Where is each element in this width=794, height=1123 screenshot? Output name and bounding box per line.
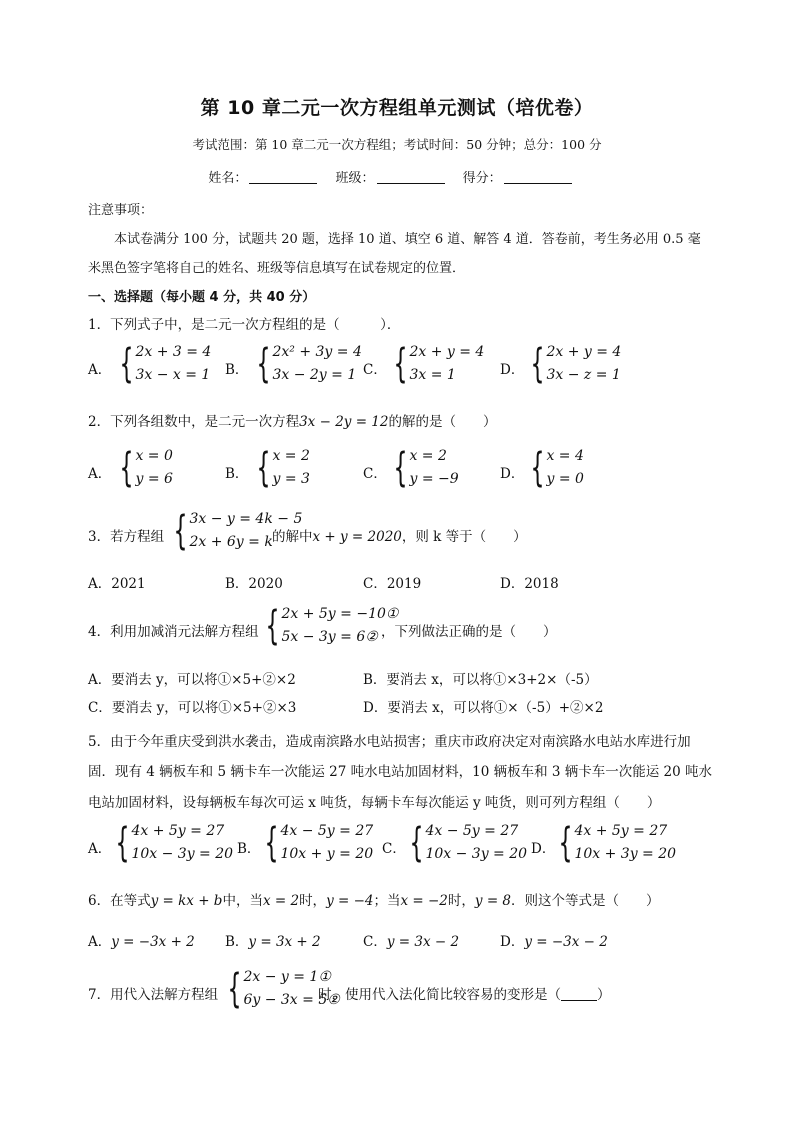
question-6-stem: 6．在等式y = kx + b中，当x = 2时，y = −4；当x = −2时，y = 8．则这个等式是（ ） (88, 893, 660, 909)
q4-option-c[interactable]: C．要消去 y，可以将①×5+②×3 (88, 700, 297, 716)
q1-option-a-label[interactable]: A． (88, 362, 112, 378)
question-2-stem: 2．下列各组数中，是二元一次方程3x − 2y = 12的解的是（ ） (88, 414, 497, 430)
q2-option-b-system: { x = 2 y = 3 (256, 445, 310, 491)
q6-option-a[interactable]: A．y = −3x + 2 (88, 934, 195, 950)
answer-blank[interactable] (561, 988, 597, 1001)
question-3-stem-b: 的解中x + y = 2020，则 k 等于（ ） (272, 529, 527, 545)
student-info-line (0, 167, 794, 186)
q6-option-b[interactable]: B．y = 3x + 2 (225, 934, 321, 950)
q5-option-d-system: { 4x + 5y = 27 10x + 3y = 20 (558, 820, 677, 866)
q2-option-c-system: { x = 2 y = −9 (393, 445, 459, 491)
q5-option-b-label[interactable]: B． (237, 841, 261, 857)
score-label: 得分： (462, 171, 502, 186)
notice-line-1: 本试卷满分 100 分，试题共 20 题，选择 10 道、填空 6 道、解答 4 道．答卷前，考生务必用 0.5 毫 (114, 232, 701, 247)
q2-option-d-label[interactable]: D． (500, 466, 525, 482)
question-4-stem-b: ，下列做法正确的是（ ） (381, 624, 557, 640)
question-1-stem: 1．下列式子中，是二元一次方程组的是（ ）． (88, 317, 401, 333)
q2-option-a-system: { x = 0 y = 6 (119, 445, 173, 491)
q1-option-c-system: { 2x + y = 4 3x = 1 (393, 341, 485, 387)
exam-subtitle: 考试范围：第 10 章二元一次方程组；考试时间：50 分钟；总分：100 分 (192, 137, 602, 152)
class-label: 班级： (335, 171, 375, 186)
q1-option-d-label[interactable]: D． (500, 362, 525, 378)
q4-option-a[interactable]: A．要消去 y，可以将①×5+②×2 (88, 672, 296, 688)
q2-option-d-system: { x = 4 y = 0 (530, 445, 584, 491)
question-7-stem-a: 7．用代入法解方程组 (88, 987, 219, 1003)
q4-option-b[interactable]: B．要消去 x，可以将①×3+2×（-5） (363, 672, 598, 688)
q5-option-a-label[interactable]: A． (88, 841, 112, 857)
q4-option-d[interactable]: D．要消去 x，可以将①×（-5）+②×2 (363, 700, 604, 716)
name-label: 姓名： (208, 171, 248, 186)
q6-option-d[interactable]: D．y = −3x − 2 (500, 934, 608, 950)
q2-option-c-label[interactable]: C． (363, 466, 387, 482)
q3-option-d[interactable]: D．2018 (500, 576, 559, 592)
q1-option-b-system: { 2x² + 3y = 4 3x − 2y = 1 (256, 341, 362, 387)
question-3-stem-a: 3．若方程组 (88, 529, 165, 545)
q1-option-a-system: { 2x + 3 = 4 3x − x = 1 (119, 341, 212, 387)
question-5-line-3: 电站加固材料，设每辆板车每次可运 x 吨货，每辆卡车每次能运 y 吨货，则可列方程组（ ） (88, 795, 661, 811)
section-heading: 一、选择题（每小题 4 分，共 40 分） (88, 290, 316, 305)
question-4-stem-a: 4．利用加减消元法解方程组 (88, 624, 259, 640)
question-5-line-1: 5．由于今年重庆受到洪水袭击，造成南滨路水电站损害；重庆市政府决定对南滨路水电站水库进行加 (88, 734, 691, 750)
q3-option-c[interactable]: C．2019 (363, 576, 422, 592)
q5-option-a-system: { 4x + 5y = 27 10x − 3y = 20 (115, 820, 234, 866)
q2-option-b-label[interactable]: B． (225, 466, 249, 482)
name-field[interactable] (249, 171, 317, 184)
q1-option-c-label[interactable]: C． (363, 362, 387, 378)
q7-system: { 2x − y = 1① 6y − 3x = 5② (227, 966, 340, 1012)
question-7-stem-b: 时，使用代入法化简比较容易的变形是（ ） (318, 987, 611, 1003)
q1-option-b-label[interactable]: B． (225, 362, 249, 378)
q3-system: { 3x − y = 4k − 5 2x + 6y = k (173, 508, 303, 554)
q4-system: { 2x + 5y = −10① 5x − 3y = 6② (265, 603, 399, 649)
q3-option-a[interactable]: A．2021 (88, 576, 146, 592)
q5-option-c-label[interactable]: C． (382, 841, 406, 857)
q3-option-b[interactable]: B．2020 (225, 576, 283, 592)
class-field[interactable] (377, 171, 445, 184)
q5-option-b-system: { 4x − 5y = 27 10x + y = 20 (264, 820, 374, 866)
q6-option-c[interactable]: C．y = 3x − 2 (363, 934, 460, 950)
notice-line-2: 米黑色签字笔将自己的姓名、班级等信息填写在试卷规定的位置． (88, 261, 466, 276)
q5-option-d-label[interactable]: D． (531, 841, 556, 857)
question-5-line-2: 固．现有 4 辆板车和 5 辆卡车一次能运 27 吨水电站加固材料，10 辆板车和 3 辆卡车一次能运 20 吨水 (88, 764, 713, 780)
score-field[interactable] (504, 171, 572, 184)
q5-option-c-system: { 4x − 5y = 27 10x − 3y = 20 (409, 820, 528, 866)
notice-heading: 注意事项： (88, 203, 154, 218)
page-title: 第 10 章二元一次方程组单元测试（培优卷） (200, 97, 594, 119)
q2-option-a-label[interactable]: A． (88, 466, 112, 482)
q1-option-d-system: { 2x + y = 4 3x − z = 1 (530, 341, 622, 387)
